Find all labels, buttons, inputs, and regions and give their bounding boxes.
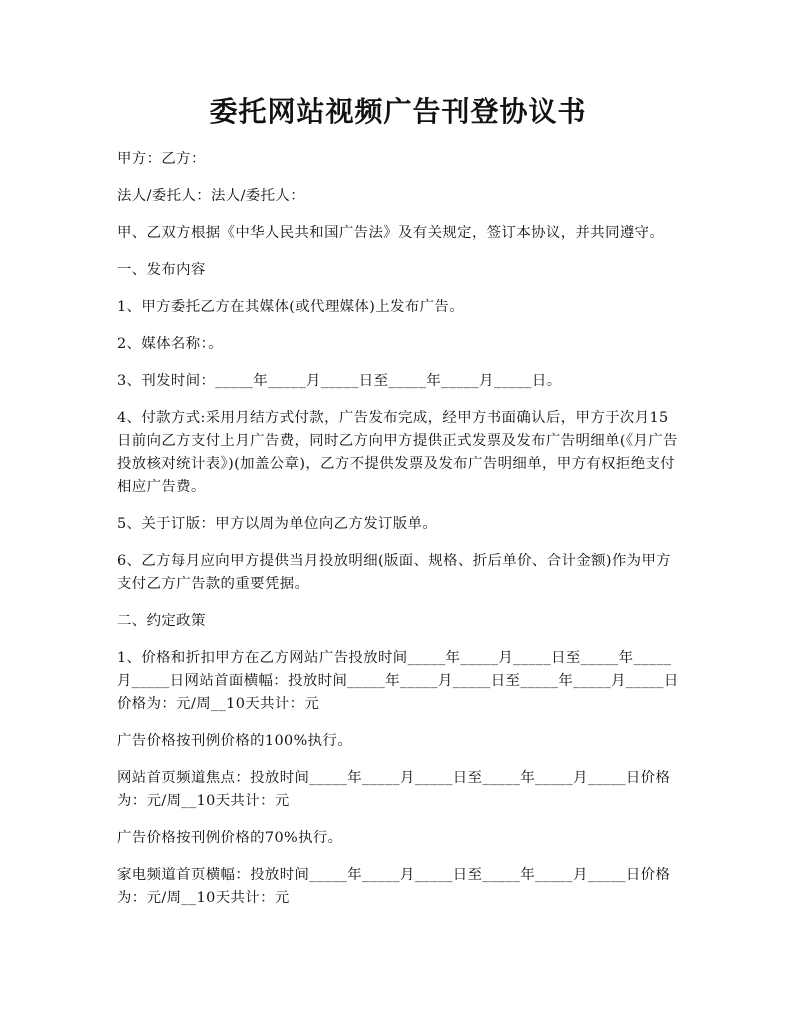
price-rate-note-1: 广告价格按刊例价格的100%执行。 — [117, 733, 353, 749]
price-rate-note-2: 广告价格按刊例价格的70%执行。 — [117, 830, 343, 846]
parties-line: 甲方：乙方： — [117, 151, 206, 167]
section-heading-policy: 二、约定政策 — [117, 613, 206, 629]
clause-1-6: 6、乙方每月应向甲方提供当月投放明细(版面、规格、折后单价、合计金额)作为甲方支付乙方广告款的重要凭据。 — [117, 553, 672, 592]
clause-1-5: 5、关于订版：甲方以周为单位向乙方发订版单。 — [117, 516, 438, 532]
preamble-paragraph: 甲、乙双方根据《中华人民共和国广告法》及有关规定，签订本协议，并共同遵守。 — [117, 225, 665, 241]
representatives-line: 法人/委托人：法人/委托人： — [117, 188, 305, 204]
clause-1-1: 1、甲方委托乙方在其媒体(或代理媒体)上发布广告。 — [117, 299, 464, 315]
appliance-banner-item: 家电频道首页横幅：投放时间_____年_____月_____日至_____年_____月_____日价格为：元/周__10天共计：元 — [117, 867, 671, 906]
clause-1-4: 4、付款方式:采用月结方式付款，广告发布完成，经甲方书面确认后，甲方于次月15日前向乙方支付上月广告费，同时乙方向甲方提供正式发票及发布广告明细单(《月广告投放核对统计表》)(加盖公章)，乙方不提供发票及发布广告明细单，甲方有权拒绝支付相应广告费。 — [117, 410, 678, 495]
document-title: 委托网站视频广告刊登协议书 — [209, 95, 587, 128]
document-body — [117, 148, 683, 924]
clause-1-2: 2、媒体名称：。 — [117, 336, 223, 352]
section-heading-content: 一、发布内容 — [117, 262, 206, 278]
clause-2-1: 1、价格和折扣甲方在乙方网站广告投放时间_____年_____月_____日至_____年_____月_____日网站首面横幅：投放时间_____年_____月_____日至_____年_____月_____日价格为：元/周__10天共计：元 — [117, 650, 679, 712]
clause-1-3: 3、刊发时间：_____年_____月_____日至_____年_____月_____日。 — [117, 373, 562, 389]
homepage-focus-item: 网站首页频道焦点：投放时间_____年_____月_____日至_____年_____月_____日价格为：元/周__10天共计：元 — [117, 770, 671, 809]
